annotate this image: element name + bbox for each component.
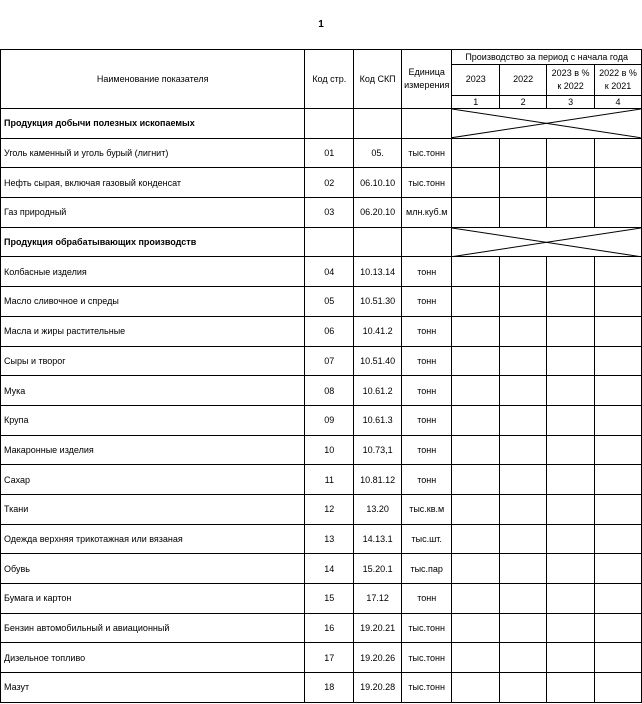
unit: тыс.тонн xyxy=(402,643,452,673)
skp-code: 10.51.40 xyxy=(354,346,402,376)
value-cell xyxy=(452,524,500,554)
crossed-out-cell xyxy=(452,109,642,139)
skp-code: 14.13.1 xyxy=(354,524,402,554)
skp-code: 05. xyxy=(354,138,402,168)
value-cell xyxy=(452,316,500,346)
value-cell xyxy=(452,168,500,198)
value-cell xyxy=(500,643,547,673)
skp-code: 06.20.10 xyxy=(354,198,402,228)
value-cell xyxy=(452,554,500,584)
value-cell xyxy=(500,584,547,614)
table-row xyxy=(1,346,642,376)
unit: тонн xyxy=(402,376,452,406)
unit: тыс.пар xyxy=(402,554,452,584)
value-cell xyxy=(452,494,500,524)
value-cell xyxy=(500,198,547,228)
value-cell xyxy=(547,494,595,524)
skp-code: 10.51.30 xyxy=(354,287,402,317)
value-cell xyxy=(547,316,595,346)
row-code: 16 xyxy=(305,613,354,643)
table-row xyxy=(1,376,642,406)
value-cell xyxy=(452,138,500,168)
indicator-name: Макаронные изделия xyxy=(1,435,305,465)
skp-code: 19.20.21 xyxy=(354,613,402,643)
value-cell xyxy=(452,643,500,673)
row-code: 18 xyxy=(305,673,354,703)
table-row xyxy=(1,138,642,168)
value-cell xyxy=(595,346,642,376)
value-cell xyxy=(595,287,642,317)
row-code: 11 xyxy=(305,465,354,495)
column-number: 2 xyxy=(500,96,547,109)
skp-code: 10.61.2 xyxy=(354,376,402,406)
table-row xyxy=(1,673,642,703)
value-cell xyxy=(595,257,642,287)
skp-code: 13.20 xyxy=(354,494,402,524)
indicator-name: Дизельное топливо xyxy=(1,643,305,673)
header-skp-code: Код СКП xyxy=(354,50,402,109)
value-cell xyxy=(547,554,595,584)
unit: тонн xyxy=(402,465,452,495)
value-cell xyxy=(547,257,595,287)
value-cell xyxy=(547,435,595,465)
table-row xyxy=(1,584,642,614)
header-period-2022-vs-2021: 2022 в % к 2021 xyxy=(595,65,642,96)
page-number: 1 xyxy=(318,19,324,30)
indicator-name: Газ природный xyxy=(1,198,305,228)
row-code: 03 xyxy=(305,198,354,228)
row-code: 01 xyxy=(305,138,354,168)
value-cell xyxy=(452,673,500,703)
table-row xyxy=(1,524,642,554)
indicator-name: Крупа xyxy=(1,405,305,435)
row-code: 10 xyxy=(305,435,354,465)
row-code: 02 xyxy=(305,168,354,198)
value-cell xyxy=(595,524,642,554)
indicator-name: Мука xyxy=(1,376,305,406)
table-row xyxy=(1,494,642,524)
header-period-2022: 2022 xyxy=(500,65,547,96)
header-unit: Единица измерения xyxy=(402,50,452,109)
table-row xyxy=(1,613,642,643)
skp-code: 15.20.1 xyxy=(354,554,402,584)
value-cell xyxy=(547,643,595,673)
table-row xyxy=(1,316,642,346)
value-cell xyxy=(595,494,642,524)
header-period-group: Производство за период с начала года xyxy=(452,50,642,65)
header-period-2023-vs-2022: 2023 в % к 2022 xyxy=(547,65,595,96)
value-cell xyxy=(452,198,500,228)
row-code: 14 xyxy=(305,554,354,584)
value-cell xyxy=(452,405,500,435)
value-cell xyxy=(547,524,595,554)
column-number: 4 xyxy=(595,96,642,109)
header-name: Наименование показателя xyxy=(1,50,305,109)
unit: тонн xyxy=(402,584,452,614)
value-cell xyxy=(595,316,642,346)
value-cell xyxy=(595,405,642,435)
value-cell xyxy=(500,524,547,554)
unit: тонн xyxy=(402,405,452,435)
skp-code: 10.81.12 xyxy=(354,465,402,495)
unit: тыс.тонн xyxy=(402,613,452,643)
value-cell xyxy=(547,613,595,643)
skp-code: 17.12 xyxy=(354,584,402,614)
value-cell xyxy=(595,138,642,168)
unit: тонн xyxy=(402,435,452,465)
unit: тыс.тонн xyxy=(402,138,452,168)
value-cell xyxy=(500,673,547,703)
skp-code: 19.20.26 xyxy=(354,643,402,673)
row-code: 08 xyxy=(305,376,354,406)
value-cell xyxy=(547,287,595,317)
value-cell xyxy=(547,376,595,406)
value-cell xyxy=(500,287,547,317)
indicator-name: Масла и жиры растительные xyxy=(1,316,305,346)
indicator-name: Ткани xyxy=(1,494,305,524)
value-cell xyxy=(595,673,642,703)
row-code: 07 xyxy=(305,346,354,376)
indicator-name: Бумага и картон xyxy=(1,584,305,614)
table-row xyxy=(1,257,642,287)
value-cell xyxy=(595,465,642,495)
row-code: 12 xyxy=(305,494,354,524)
section-title: Продукция обрабатывающих производств xyxy=(1,227,305,257)
value-cell xyxy=(452,346,500,376)
unit: тонн xyxy=(402,346,452,376)
value-cell xyxy=(500,168,547,198)
value-cell xyxy=(452,287,500,317)
indicator-name: Бензин автомобильный и авиационный xyxy=(1,613,305,643)
value-cell xyxy=(547,168,595,198)
skp-code: 10.13.14 xyxy=(354,257,402,287)
value-cell xyxy=(452,613,500,643)
value-cell xyxy=(452,257,500,287)
skp-code: 19.20.28 xyxy=(354,673,402,703)
cross-lines xyxy=(452,109,641,138)
value-cell xyxy=(595,376,642,406)
value-cell xyxy=(547,584,595,614)
empty-cell xyxy=(305,109,354,139)
value-cell xyxy=(452,465,500,495)
row-code: 15 xyxy=(305,584,354,614)
cross-lines xyxy=(452,228,641,257)
column-number: 1 xyxy=(452,96,500,109)
crossed-out-cell xyxy=(452,227,642,257)
unit: тыс.тонн xyxy=(402,168,452,198)
value-cell xyxy=(547,405,595,435)
unit: тыс.тонн xyxy=(402,673,452,703)
indicator-name: Мазут xyxy=(1,673,305,703)
empty-cell xyxy=(402,227,452,257)
value-cell xyxy=(452,435,500,465)
indicator-name: Уголь каменный и уголь бурый (лигнит) xyxy=(1,138,305,168)
value-cell xyxy=(452,376,500,406)
skp-code: 10.73,1 xyxy=(354,435,402,465)
table-row xyxy=(1,198,642,228)
section-title: Продукция добычи полезных ископаемых xyxy=(1,109,305,139)
table-row xyxy=(1,287,642,317)
value-cell xyxy=(595,584,642,614)
value-cell xyxy=(500,435,547,465)
indicator-name: Сыры и творог xyxy=(1,346,305,376)
table-row xyxy=(1,643,642,673)
header-row-code: Код стр. xyxy=(305,50,354,109)
value-cell xyxy=(595,613,642,643)
unit: тонн xyxy=(402,257,452,287)
empty-cell xyxy=(305,227,354,257)
value-cell xyxy=(595,435,642,465)
row-code: 13 xyxy=(305,524,354,554)
indicator-name: Сахар xyxy=(1,465,305,495)
value-cell xyxy=(547,465,595,495)
skp-code: 10.61.3 xyxy=(354,405,402,435)
value-cell xyxy=(500,257,547,287)
value-cell xyxy=(547,346,595,376)
value-cell xyxy=(547,673,595,703)
value-cell xyxy=(500,376,547,406)
empty-cell xyxy=(354,109,402,139)
row-code: 17 xyxy=(305,643,354,673)
unit: тонн xyxy=(402,287,452,317)
indicator-name: Масло сливочное и спреды xyxy=(1,287,305,317)
row-code: 04 xyxy=(305,257,354,287)
value-cell xyxy=(500,494,547,524)
value-cell xyxy=(500,613,547,643)
table-row xyxy=(1,435,642,465)
value-cell xyxy=(500,346,547,376)
empty-cell xyxy=(402,109,452,139)
header-period-2023: 2023 xyxy=(452,65,500,96)
value-cell xyxy=(547,138,595,168)
indicator-name: Нефть сырая, включая газовый конденсат xyxy=(1,168,305,198)
section-row xyxy=(1,227,642,257)
section-row xyxy=(1,109,642,139)
table-row xyxy=(1,465,642,495)
column-number: 3 xyxy=(547,96,595,109)
value-cell xyxy=(500,138,547,168)
unit: тонн xyxy=(402,316,452,346)
row-code: 09 xyxy=(305,405,354,435)
skp-code: 06.10.10 xyxy=(354,168,402,198)
value-cell xyxy=(595,168,642,198)
value-cell xyxy=(547,198,595,228)
indicator-name: Одежда верхняя трикотажная или вязаная xyxy=(1,524,305,554)
value-cell xyxy=(500,316,547,346)
table-row xyxy=(1,168,642,198)
unit: тыс.шт. xyxy=(402,524,452,554)
empty-cell xyxy=(354,227,402,257)
indicator-name: Обувь xyxy=(1,554,305,584)
indicator-name: Колбасные изделия xyxy=(1,257,305,287)
value-cell xyxy=(452,584,500,614)
value-cell xyxy=(595,198,642,228)
production-table xyxy=(0,49,642,703)
value-cell xyxy=(500,405,547,435)
unit: тыс.кв.м xyxy=(402,494,452,524)
skp-code: 10.41.2 xyxy=(354,316,402,346)
row-code: 06 xyxy=(305,316,354,346)
row-code: 05 xyxy=(305,287,354,317)
value-cell xyxy=(500,465,547,495)
table-row xyxy=(1,405,642,435)
unit: млн.куб.м xyxy=(402,198,452,228)
value-cell xyxy=(500,554,547,584)
table-row xyxy=(1,554,642,584)
value-cell xyxy=(595,643,642,673)
value-cell xyxy=(595,554,642,584)
